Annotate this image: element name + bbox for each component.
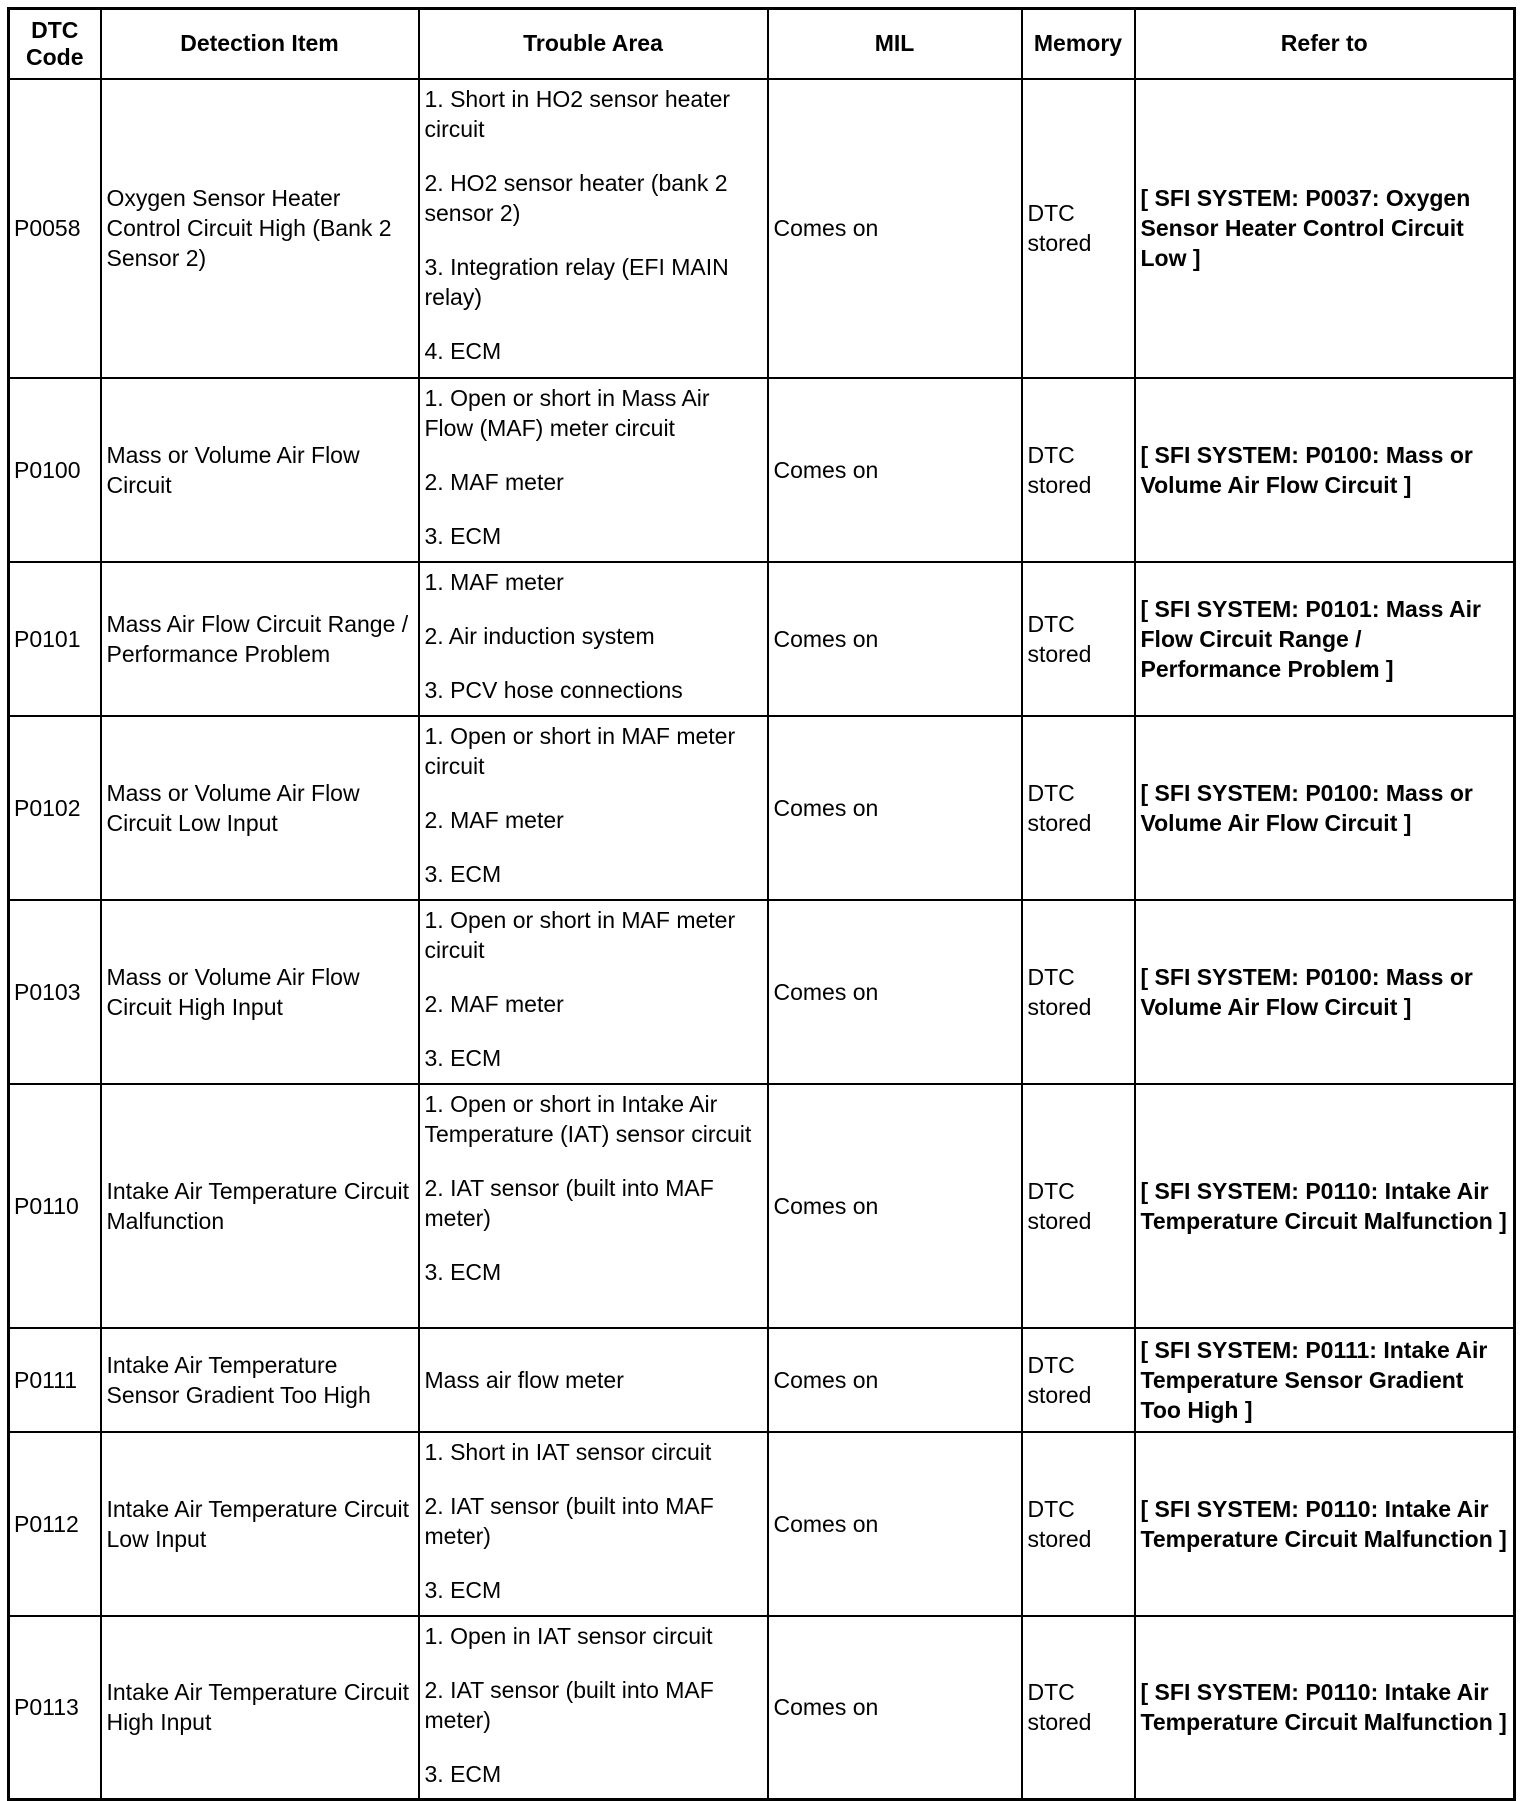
refer-to-cell: [ SFI SYSTEM: P0037: Oxygen Sensor Heater Control Circuit Low ] (1135, 79, 1515, 378)
dtc-table (7, 7, 1516, 1801)
detection-item-cell: Intake Air Temperature Circuit High Input (101, 1616, 419, 1800)
trouble-area-item: 1. Open or short in MAF meter circuit (424, 722, 736, 779)
memory-cell: DTC stored (1022, 79, 1135, 378)
detection-item-cell: Intake Air Temperature Circuit Low Input (101, 1432, 419, 1616)
refer-to-cell: [ SFI SYSTEM: P0110: Intake Air Temperature Circuit Malfunction ] (1135, 1084, 1515, 1328)
header-detection-item: Detection Item (101, 9, 419, 79)
trouble-area-item: 4. ECM (424, 337, 502, 364)
trouble-area-cell (419, 79, 768, 378)
memory-cell: DTC stored (1022, 900, 1135, 1084)
mil-cell: Comes on (768, 562, 1022, 716)
trouble-area-item: 3. PCV hose connections (424, 676, 683, 703)
dtc-code-cell: P0113 (9, 1616, 101, 1800)
refer-to-cell: [ SFI SYSTEM: P0110: Intake Air Temperature Circuit Malfunction ] (1135, 1432, 1515, 1616)
detection-item-cell: Intake Air Temperature Circuit Malfunction (101, 1084, 419, 1328)
trouble-area-item: 1. Short in HO2 sensor heater circuit (424, 85, 731, 142)
header-mil: MIL (768, 9, 1022, 79)
trouble-area-item: 3. ECM (424, 1258, 502, 1285)
memory-cell: DTC stored (1022, 1616, 1135, 1800)
mil-cell: Comes on (768, 79, 1022, 378)
mil-cell: Comes on (768, 1084, 1022, 1328)
header-dtc-code: DTC Code (9, 9, 101, 79)
trouble-area-cell (419, 1084, 768, 1328)
trouble-area-item: 3. ECM (424, 860, 502, 887)
refer-to-cell: [ SFI SYSTEM: P0101: Mass Air Flow Circuit Range / Performance Problem ] (1135, 562, 1515, 716)
trouble-area-item: 2. MAF meter (424, 990, 564, 1017)
trouble-area-item: 2. Air induction system (424, 622, 655, 649)
table-row (9, 716, 1515, 900)
trouble-area-cell (419, 562, 768, 716)
memory-cell: DTC stored (1022, 378, 1135, 562)
memory-cell: DTC stored (1022, 1432, 1135, 1616)
table-row (9, 1328, 1515, 1432)
trouble-area-cell (419, 716, 768, 900)
dtc-code-cell: P0058 (9, 79, 101, 378)
table-row (9, 1616, 1515, 1800)
memory-cell: DTC stored (1022, 1328, 1135, 1432)
mil-cell: Comes on (768, 900, 1022, 1084)
memory-cell: DTC stored (1022, 716, 1135, 900)
dtc-code-cell: P0102 (9, 716, 101, 900)
detection-item-cell: Mass or Volume Air Flow Circuit High Input (101, 900, 419, 1084)
mil-cell: Comes on (768, 716, 1022, 900)
table-body (9, 79, 1515, 1800)
memory-cell: DTC stored (1022, 1084, 1135, 1328)
table-row (9, 79, 1515, 378)
trouble-area-item: 3. ECM (424, 1576, 502, 1603)
refer-to-cell: [ SFI SYSTEM: P0100: Mass or Volume Air Flow Circuit ] (1135, 378, 1515, 562)
table-row (9, 1084, 1515, 1328)
trouble-area-item: 1. Open in IAT sensor circuit (424, 1622, 713, 1649)
trouble-area-item: 1. Open or short in MAF meter circuit (424, 906, 736, 963)
trouble-area-cell (419, 378, 768, 562)
detection-item-cell: Mass or Volume Air Flow Circuit Low Input (101, 716, 419, 900)
detection-item-cell: Mass or Volume Air Flow Circuit (101, 378, 419, 562)
refer-to-cell: [ SFI SYSTEM: P0100: Mass or Volume Air Flow Circuit ] (1135, 716, 1515, 900)
trouble-area-item: 1. Short in IAT sensor circuit (424, 1438, 712, 1465)
mil-cell: Comes on (768, 1432, 1022, 1616)
header-row (9, 9, 1515, 79)
trouble-area-item: 2. IAT sensor (built into MAF meter) (424, 1492, 714, 1549)
trouble-area-item: 1. MAF meter (424, 568, 564, 595)
table-row (9, 562, 1515, 716)
trouble-area-item: 2. IAT sensor (built into MAF meter) (424, 1174, 714, 1231)
mil-cell: Comes on (768, 1328, 1022, 1432)
trouble-area-item: 3. ECM (424, 1760, 502, 1787)
detection-item-cell: Oxygen Sensor Heater Control Circuit High (Bank 2 Sensor 2) (101, 79, 419, 378)
trouble-area-item: 1. Open or short in Intake Air Temperature (IAT) sensor circuit (424, 1090, 752, 1147)
mil-cell: Comes on (768, 378, 1022, 562)
trouble-area-item: 3. ECM (424, 522, 502, 549)
dtc-code-cell: P0100 (9, 378, 101, 562)
trouble-area-item: 2. MAF meter (424, 468, 564, 495)
trouble-area-cell (419, 900, 768, 1084)
trouble-area-item: 1. Open or short in Mass Air Flow (MAF) meter circuit (424, 384, 710, 441)
trouble-area-item: 2. HO2 sensor heater (bank 2 sensor 2) (424, 169, 728, 226)
refer-to-cell: [ SFI SYSTEM: P0111: Intake Air Temperature Sensor Gradient Too High ] (1135, 1328, 1515, 1432)
refer-to-cell: [ SFI SYSTEM: P0100: Mass or Volume Air Flow Circuit ] (1135, 900, 1515, 1084)
header-refer-to: Refer to (1135, 9, 1515, 79)
dtc-code-cell: P0110 (9, 1084, 101, 1328)
trouble-area-cell (419, 1616, 768, 1800)
table-row (9, 1432, 1515, 1616)
table-row (9, 900, 1515, 1084)
mil-cell: Comes on (768, 1616, 1022, 1800)
dtc-code-cell: P0101 (9, 562, 101, 716)
memory-cell: DTC stored (1022, 562, 1135, 716)
header-trouble-area: Trouble Area (419, 9, 768, 79)
trouble-area-item: 2. MAF meter (424, 806, 564, 833)
trouble-area-item: 3. ECM (424, 1044, 502, 1071)
trouble-area-cell (419, 1328, 768, 1432)
dtc-code-cell: P0112 (9, 1432, 101, 1616)
dtc-code-cell: P0103 (9, 900, 101, 1084)
trouble-area-cell (419, 1432, 768, 1616)
trouble-area-item: 3. Integration relay (EFI MAIN relay) (424, 253, 729, 310)
header-memory: Memory (1022, 9, 1135, 79)
detection-item-cell: Mass Air Flow Circuit Range / Performance Problem (101, 562, 419, 716)
trouble-area-item: 2. IAT sensor (built into MAF meter) (424, 1676, 714, 1733)
dtc-code-cell: P0111 (9, 1328, 101, 1432)
table-row (9, 378, 1515, 562)
trouble-area-item: Mass air flow meter (424, 1366, 624, 1393)
refer-to-cell: [ SFI SYSTEM: P0110: Intake Air Temperature Circuit Malfunction ] (1135, 1616, 1515, 1800)
detection-item-cell: Intake Air Temperature Sensor Gradient Too High (101, 1328, 419, 1432)
